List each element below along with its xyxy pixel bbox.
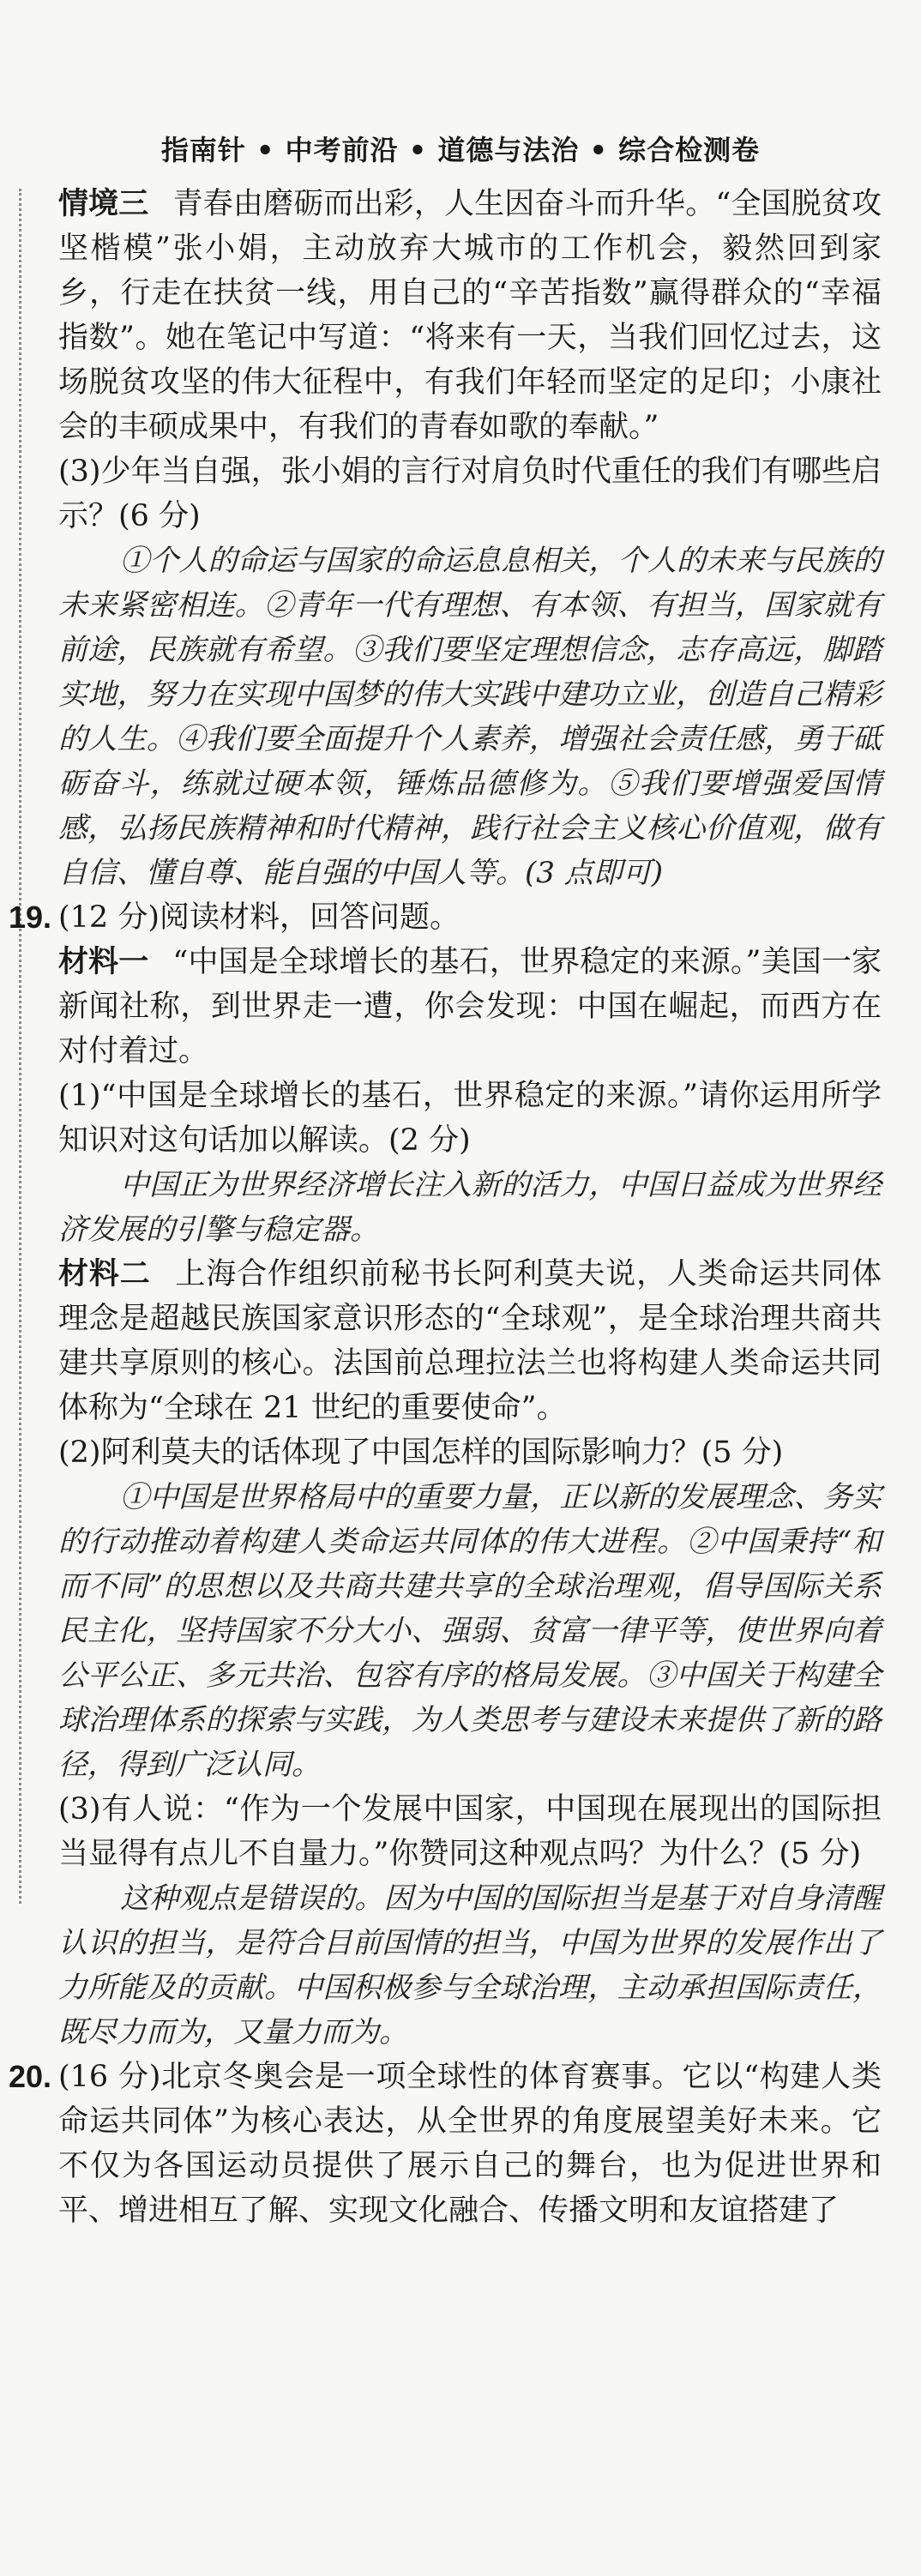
material-one-label: 材料一 bbox=[58, 944, 149, 979]
q20-stem: (16 分)北京冬奥会是一项全球性的体育赛事。它以“构建人类命运共同体”为核心表达，从全世界的角度展望美好未来。它不仅为各国运动员提供了展示自己的舞台，也为促进世界和平、增进相互了解、实现文化融合、传播文明和友谊搭建了 bbox=[58, 2060, 882, 2228]
context-three bbox=[58, 182, 882, 449]
q18-sub3-question: (3)少年当自强，张小娟的言行对肩负时代重任的我们有哪些启示？(6 分) bbox=[58, 454, 882, 533]
bottom-blank-area bbox=[58, 2233, 882, 2576]
q20-stem-line bbox=[9, 2055, 882, 2233]
page-header: 指南针 • 中考前沿 • 道德与法治 • 综合检测卷 bbox=[160, 134, 761, 166]
q20-number: 20. bbox=[9, 2059, 52, 2094]
page-content bbox=[9, 182, 882, 2576]
q19-stem-line bbox=[9, 895, 882, 940]
q19-sub2-question: (2)阿利莫夫的话体现了中国怎样的国际影响力？(5 分) bbox=[58, 1435, 784, 1470]
q19-sub1-answer: 中国正为世界经济增长注入新的活力，中国日益成为世界经济发展的引擎与稳定器。 bbox=[58, 1168, 882, 1247]
q19-sub1-question: (1)“中国是全球增长的基石，世界稳定的来源。”请你运用所学知识对这句话加以解读。(2 分) bbox=[58, 1079, 882, 1158]
q19-stem: (12 分)阅读材料，回答问题。 bbox=[58, 900, 460, 935]
context-three-label: 情境三 bbox=[58, 186, 149, 221]
material-two-text: 上海合作组织前秘书长阿利莫夫说，人类命运共同体理念是超越民族国家意识形态的“全球观”，是全球治理共商共建共享原则的核心。法国前总理拉法兰也将构建人类命运共同体称为“全球在 21 世纪的重要使命”。 bbox=[58, 1257, 882, 1425]
q19-sub3-answer: 这种观点是错误的。因为中国的国际担当是基于对自身清醒认识的担当，是符合目前国情的担当，中国为世界的发展作出了力所能及的贡献。中国积极参与全球治理，主动承担国际责任，既尽力而为，又量力而为。 bbox=[58, 1881, 882, 2049]
q19-material-one bbox=[58, 940, 882, 1074]
q19-sub3-question: (3)有人说：“作为一个发展中国家，中国现在展现出的国际担当显得有点儿不自量力。”你赞同这种观点吗？为什么？(5 分) bbox=[58, 1792, 882, 1871]
q19-number: 19. bbox=[9, 900, 52, 935]
margin-dotted-rule bbox=[19, 189, 21, 1904]
context-three-text: 青春由磨砺而出彩，人生因奋斗而升华。“全国脱贫攻坚楷模”张小娟，主动放弃大城市的工作机会，毅然回到家乡，行走在扶贫一线，用自己的“辛苦指数”赢得群众的“幸福指数”。她在笔记中写道：“将来有一天，当我们回忆过去，这场脱贫攻坚的伟大征程中，有我们年轻而坚定的足印；小康社会的丰硕成果中，有我们的青春如歌的奉献。” bbox=[58, 187, 882, 444]
material-two-label: 材料二 bbox=[58, 1256, 151, 1291]
q19-material-two bbox=[58, 1252, 882, 1430]
material-one-text: “中国是全球增长的基石，世界稳定的来源。”美国一家新闻社称，到世界走一遭，你会发现：中国在崛起，而西方在对付着过。 bbox=[58, 945, 882, 1068]
q19-sub2-answer: ①中国是世界格局中的重要力量，正以新的发展理念、务实的行动推动着构建人类命运共同体的伟大进程。②中国秉持“和而不同”的思想以及共商共建共享的全球治理观，倡导国际关系民主化，坚持国家不分大小、强弱、贫富一律平等，使世界向着公平公正、多元共治、包容有序的格局发展。③中国关于构建全球治理体系的探索与实践，为人类思考与建设未来提供了新的路径，得到广泛认同。 bbox=[58, 1480, 882, 1782]
q18-sub3-answer: ①个人的命运与国家的命运息息相关，个人的未来与民族的未来紧密相连。②青年一代有理想、有本领、有担当，国家就有前途，民族就有希望。③我们要坚定理想信念，志存高远，脚踏实地，努力在实现中国梦的伟大实践中建功立业，创造自己精彩的人生。④我们要全面提升个人素养，增强社会责任感，勇于砥砺奋斗，练就过硬本领，锤炼品德修为。⑤我们要增强爱国情感，弘扬民族精神和时代精神，践行社会主义核心价值观，做有自信、懂自尊、能自强的中国人等。(3 点即可) bbox=[58, 544, 882, 890]
